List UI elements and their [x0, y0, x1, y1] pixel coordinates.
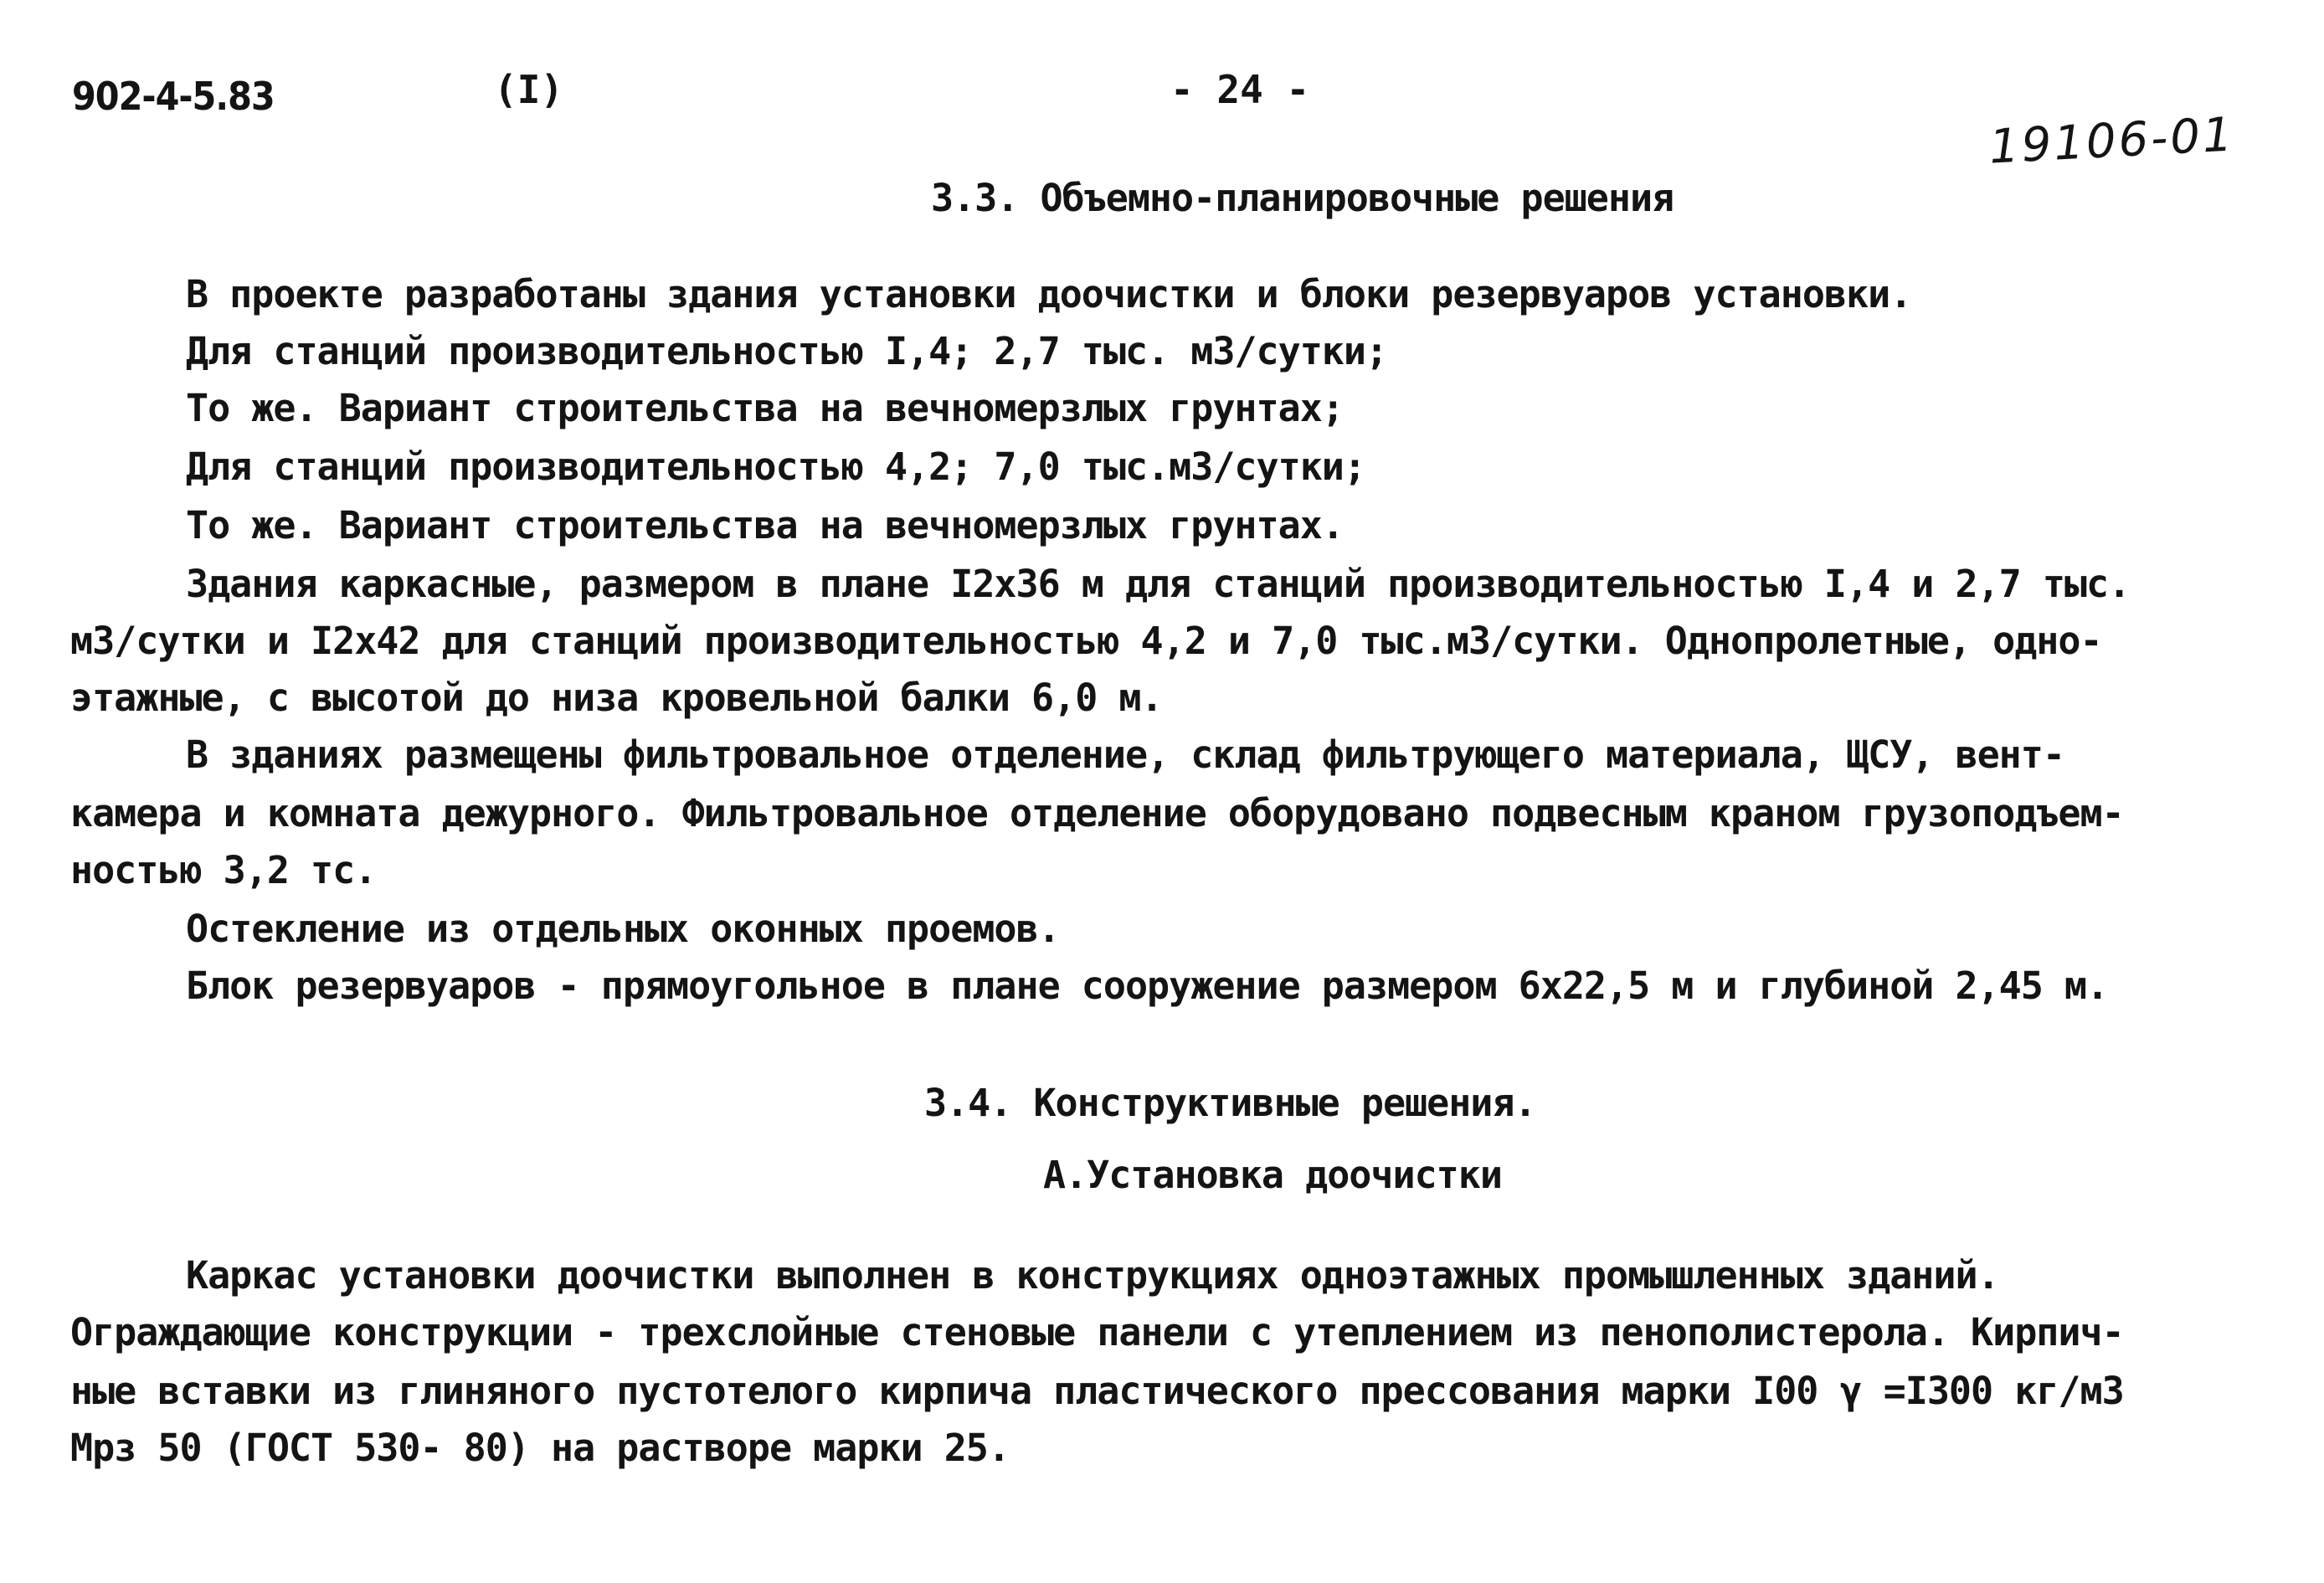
text-line: Для станций производительностью I,4; 2,7 тыс. м3/сутки;: [186, 329, 1388, 373]
text-line: этажные, с высотой до низа кровельной балки 6,0 м.: [70, 676, 1163, 720]
document-code: 902-4-5.83: [72, 74, 275, 119]
text-line: Мрз 50 (ГОСТ 530- 80) на растворе марки 25.: [70, 1426, 1010, 1470]
page-number: - 24 -: [1170, 67, 1310, 112]
text-line: Блок резервуаров - прямоугольное в плане сооружение размером 6x22,5 м и глубиной 2,45 м.: [186, 964, 2109, 1008]
text-line: ные вставки из глиняного пустотелого кирпича пластического прессования марки I00 γ =I300 кг/м3: [70, 1369, 2124, 1413]
section-heading-3-4: 3.4. Конструктивные решения.: [924, 1081, 1536, 1125]
text-line: Для станций производительностью 4,2; 7,0 тыс.м3/сутки;: [186, 445, 1365, 489]
text-line: камера и комната дежурного. Фильтровальное отделение оборудовано подвесным краном грузоподъем-: [70, 791, 2124, 835]
section-heading-3-3: 3.3. Объемно-планировочные решения: [931, 176, 1674, 220]
text-line: м3/сутки и I2x42 для станций производительностью 4,2 и 7,0 тыс.м3/сутки. Однопролетные, одно-: [70, 619, 2102, 663]
volume-number: (I): [494, 67, 564, 112]
archive-reference: 19106-01: [1987, 107, 2237, 175]
text-line: То же. Вариант строительства на вечномерзлых грунтах;: [186, 386, 1344, 430]
text-line: То же. Вариант строительства на вечномерзлых грунтах.: [186, 503, 1344, 547]
text-line: Здания каркасные, размером в плане I2x36 м для станций производительностью I,4 и 2,7 тыс.: [186, 562, 2131, 606]
text-line: Остекление из отдельных оконных проемов.: [186, 907, 1060, 951]
text-line: В проекте разработаны здания установки доочистки и блоки резервуаров установки.: [186, 272, 1912, 316]
text-line: Ограждающие конструкции - трехслойные стеновые панели с утеплением из пенополистерола. Кирпич-: [70, 1310, 2124, 1354]
text-line: Каркас установки доочистки выполнен в конструкциях одноэтажных промышленных зданий.: [186, 1253, 1999, 1298]
text-line: ностью 3,2 тс.: [70, 848, 377, 892]
subsection-heading: А.Установка доочистки: [1043, 1153, 1502, 1197]
text-line: В зданиях размещены фильтровальное отделение, склад фильтрующего материала, ЩСУ, вент-: [186, 732, 2064, 777]
